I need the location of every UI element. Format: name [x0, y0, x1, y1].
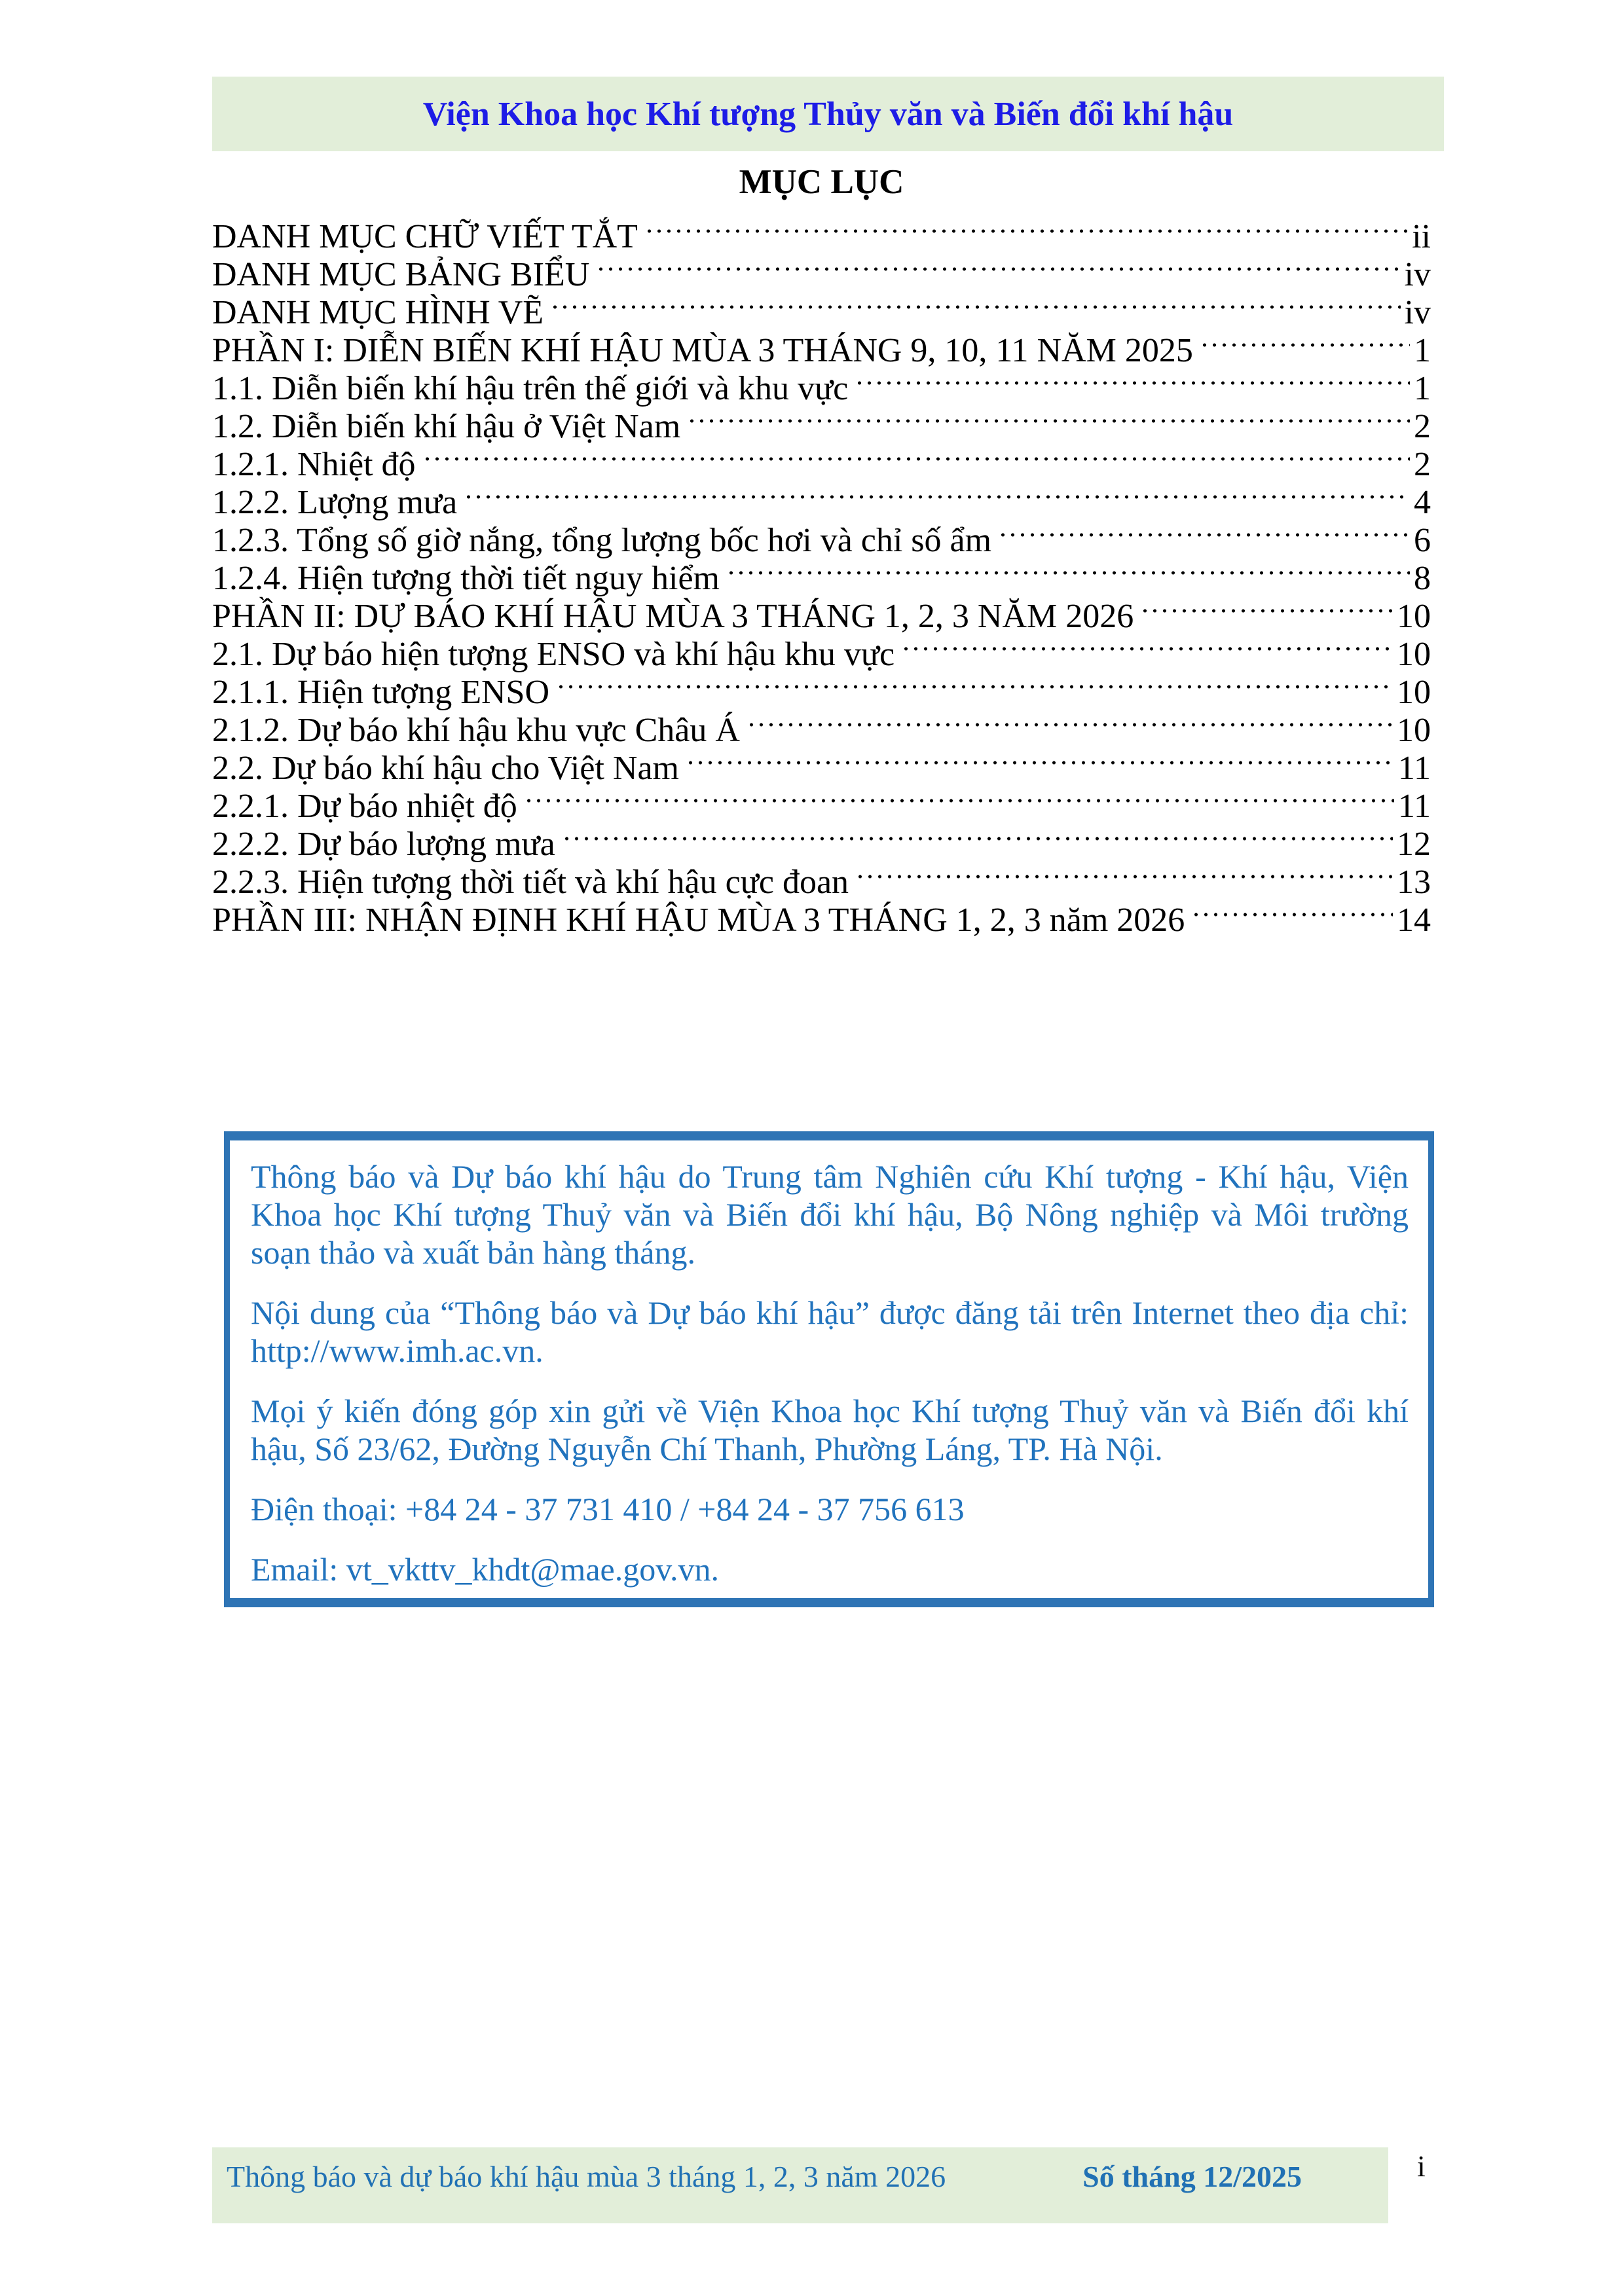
dot-leader — [596, 256, 1400, 294]
toc-entry[interactable] — [212, 408, 1431, 446]
info-paragraph-address: Mọi ý kiến đóng góp xin gửi về Viện Khoa học Khí tượng Thuỷ văn và Biến đổi khí hậu, Số 23/62, Đường Nguyễn Chí Thanh, Phường Láng, TP. Hà Nội. — [251, 1393, 1409, 1467]
toc-entry-page: iv — [1404, 256, 1431, 293]
toc-entry-label: 2.2.2. Dự báo lượng mưa — [212, 826, 555, 863]
footer-issue-number: Số tháng 12/2025 — [1082, 2160, 1302, 2193]
dot-leader — [998, 522, 1410, 560]
dot-leader — [855, 370, 1410, 408]
dot-leader — [556, 674, 1393, 712]
toc-entry-page: ii — [1412, 218, 1431, 255]
toc-entry-label: 2.1. Dự báo hiện tượng ENSO và khí hậu khu vực — [212, 636, 895, 673]
toc-entry[interactable] — [212, 598, 1431, 636]
toc-entry-label: 1.2.2. Lượng mưa — [212, 484, 458, 521]
dot-leader — [562, 826, 1393, 864]
dot-leader — [726, 560, 1410, 598]
info-paragraph-publisher: Thông báo và Dự báo khí hậu do Trung tâm Nghiên cứu Khí tượng - Khí hậu, Viện Khoa học Khí tượng Thuỷ văn và Biến đổi khí hậu, Bộ Nông nghiệp và Môi trường soạn thảo và xuất bản hàng tháng. — [251, 1158, 1409, 1271]
toc-entry-label: 1.2.3. Tổng số giờ nắng, tổng lượng bốc hơi và chỉ số ẩm — [212, 522, 992, 559]
dot-leader — [550, 294, 1401, 332]
toc-entry[interactable] — [212, 560, 1431, 598]
dot-leader — [1140, 598, 1393, 636]
toc-entry[interactable] — [212, 484, 1431, 522]
footer-bulletin-title: Thông báo và dự báo khí hậu mùa 3 tháng 1, 2, 3 năm 2026 — [227, 2160, 946, 2193]
email-link[interactable]: vt_vkttv_khdt@mae.gov.vn — [346, 1551, 711, 1588]
toc-entry-page: iv — [1404, 294, 1431, 331]
dot-leader — [464, 484, 1410, 522]
page-number: i — [1417, 2149, 1426, 2183]
toc-entry[interactable] — [212, 674, 1431, 712]
dot-leader — [747, 712, 1393, 750]
toc-entry-label: PHẦN III: NHẬN ĐỊNH KHÍ HẬU MÙA 3 THÁNG 1, 2, 3 năm 2026 — [212, 902, 1185, 939]
toc-entry-label: 2.1.2. Dự báo khí hậu khu vực Châu Á — [212, 712, 740, 749]
toc-entry[interactable] — [212, 256, 1431, 294]
toc-entry-page: 12 — [1397, 826, 1431, 863]
publication-info-box — [224, 1131, 1434, 1607]
info-paragraph-email — [251, 1550, 1409, 1588]
toc-entry-page: 1 — [1414, 370, 1431, 407]
toc-entry-label: DANH MỤC CHỮ VIẾT TẮT — [212, 218, 638, 255]
header-band — [212, 77, 1444, 151]
toc-entry-page: 14 — [1397, 902, 1431, 939]
toc-entry-label: 2.2.1. Dự báo nhiệt độ — [212, 788, 517, 825]
toc-entry[interactable] — [212, 750, 1431, 788]
toc-entry-page: 2 — [1414, 446, 1431, 483]
toc-entry-label: DANH MỤC HÌNH VẼ — [212, 294, 544, 331]
dot-leader — [901, 636, 1393, 674]
toc-entry-label: 1.2.1. Nhiệt độ — [212, 446, 416, 483]
toc-entry-page: 11 — [1397, 750, 1431, 787]
toc-entry-label: 2.2.3. Hiện tượng thời tiết và khí hậu cực đoan — [212, 864, 849, 901]
dot-leader — [524, 788, 1394, 826]
toc-entry-label: 1.2. Diễn biến khí hậu ở Việt Nam — [212, 408, 681, 445]
toc-entry[interactable] — [212, 864, 1431, 902]
toc-entry[interactable] — [212, 294, 1431, 332]
institute-name: Viện Khoa học Khí tượng Thủy văn và Biến đổi khí hậu — [422, 95, 1234, 133]
toc-entry-label: 1.1. Diễn biến khí hậu trên thế giới và khu vực — [212, 370, 849, 407]
toc-entry-page: 2 — [1414, 408, 1431, 445]
website-intro-text: Nội dung của “Thông báo và Dự báo khí hậu” được đăng tải trên Internet theo địa chỉ: — [251, 1294, 1409, 1331]
dot-leader — [1191, 902, 1393, 939]
toc-entry-page: 1 — [1414, 332, 1431, 369]
toc-entry[interactable] — [212, 788, 1431, 826]
dot-leader — [687, 408, 1410, 446]
toc-entry[interactable] — [212, 218, 1431, 256]
toc-entry-label: 2.2. Dự báo khí hậu cho Việt Nam — [212, 750, 679, 787]
toc-entry[interactable] — [212, 636, 1431, 674]
toc-entry[interactable] — [212, 446, 1431, 484]
toc-entry-page: 13 — [1397, 864, 1431, 901]
toc-entry-page: 10 — [1397, 712, 1431, 749]
toc-entry[interactable] — [212, 332, 1431, 370]
toc-entry-page: 10 — [1397, 636, 1431, 673]
toc-entry-label: DANH MỤC BẢNG BIỂU — [212, 256, 590, 293]
toc-entry-label: PHẦN II: DỰ BÁO KHÍ HẬU MÙA 3 THÁNG 1, 2, 3 NĂM 2026 — [212, 598, 1134, 635]
toc-entry-page: 4 — [1414, 484, 1431, 521]
toc-entry-label: PHẦN I: DIỄN BIẾN KHÍ HẬU MÙA 3 THÁNG 9, 10, 11 NĂM 2025 — [212, 332, 1193, 369]
toc-entry-page: 8 — [1414, 560, 1431, 597]
website-suffix: . — [535, 1332, 544, 1369]
toc-entry-label: 2.1.1. Hiện tượng ENSO — [212, 674, 549, 711]
footer-band — [212, 2147, 1388, 2223]
website-link[interactable]: http://www.imh.ac.vn — [251, 1332, 536, 1369]
dot-leader — [686, 750, 1394, 788]
dot-leader — [855, 864, 1393, 902]
toc-entry-page: 10 — [1397, 598, 1431, 635]
toc-entry[interactable] — [212, 712, 1431, 750]
toc-entry[interactable] — [212, 826, 1431, 864]
toc-entry[interactable] — [212, 370, 1431, 408]
dot-leader — [1200, 332, 1410, 370]
toc-entry-page: 11 — [1397, 788, 1431, 825]
email-suffix: . — [710, 1551, 719, 1588]
toc-entry-page: 6 — [1414, 522, 1431, 559]
toc-entry-page: 10 — [1397, 674, 1431, 711]
toc-entry-label: 1.2.4. Hiện tượng thời tiết nguy hiểm — [212, 560, 720, 597]
toc-entry[interactable] — [212, 522, 1431, 560]
info-paragraph-website — [251, 1294, 1409, 1370]
email-label: Email: — [251, 1551, 346, 1588]
table-of-contents — [212, 218, 1431, 939]
page-title: MỤC LỤC — [739, 163, 904, 201]
toc-entry[interactable] — [212, 902, 1431, 939]
dot-leader — [644, 218, 1408, 256]
dot-leader — [422, 446, 1410, 484]
info-paragraph-phone: Điện thoại: +84 24 - 37 731 410 / +84 24 - 37 756 613 — [251, 1491, 965, 1527]
